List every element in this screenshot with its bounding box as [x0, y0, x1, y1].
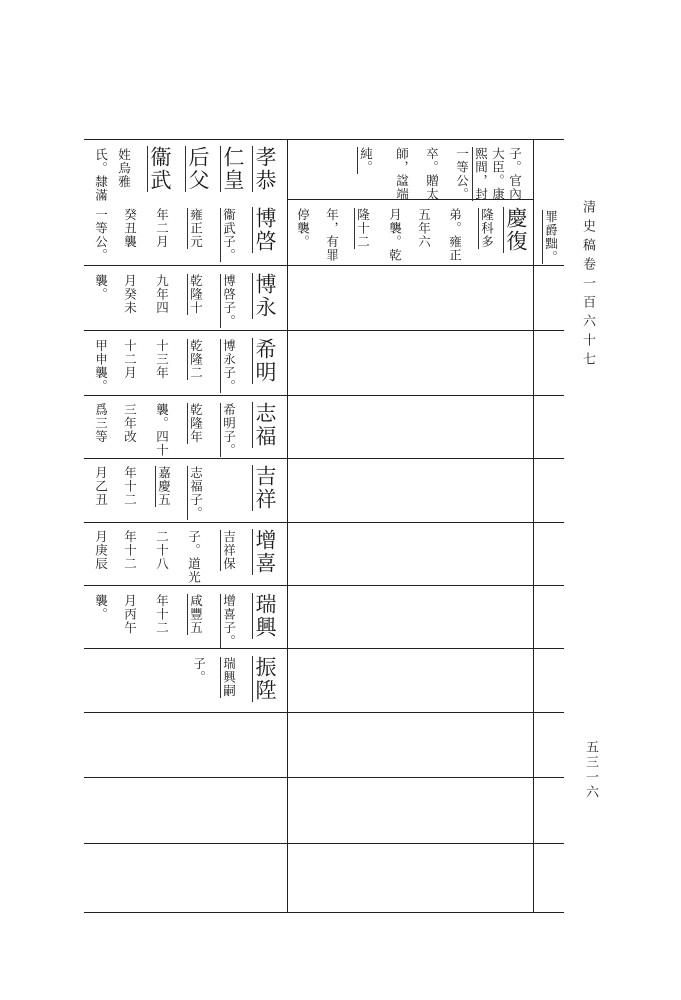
name-zhensheng: 振陞 [253, 656, 277, 702]
table-top-rule [84, 139, 564, 140]
boyong-line-2: 乾隆十 [188, 274, 204, 315]
ximing-line-4: 十二月 [122, 339, 138, 380]
name-houfu: 后父 [186, 146, 210, 192]
jixiang-line-2: 嘉慶五 [156, 466, 172, 507]
zhifu-line-5: 爲三等 [93, 403, 109, 444]
book-title: 清史稿卷一百六十七 [580, 200, 595, 371]
boyong-line-4: 月癸未 [122, 274, 138, 315]
zhifu-line-1: 希明子。 [221, 403, 237, 457]
boqi-line-3: 年二月 [154, 208, 170, 249]
ximing-line-5: 甲申襲。 [93, 339, 109, 393]
row-rule-8 [84, 648, 564, 649]
top-right-line-2: 大臣。康 [490, 147, 506, 201]
zengxi-line-3: 二十八 [154, 530, 170, 571]
boqi-line-4: 癸丑襲 [122, 208, 138, 249]
table-bottom-rule [84, 912, 564, 913]
boyong-line-5: 襲。 [93, 274, 109, 301]
zhensheng-line-2: 子。 [191, 657, 207, 684]
top-left-line-1: 姓烏雅 [116, 148, 132, 189]
ximing-line-1: 博永子。 [221, 339, 237, 393]
top-right-line-6: 師，諡端 [394, 147, 410, 201]
zengxi-line-1: 吉祥保 [221, 530, 237, 571]
name-renhuang: 仁皇 [221, 146, 245, 192]
name-zengxi: 增喜 [253, 529, 277, 575]
second-right-line-7: 停襲。 [295, 208, 311, 249]
second-right-line-1: 隆科多 [479, 208, 495, 249]
row-rule-3 [84, 330, 564, 331]
name-weiwu: 衞武 [148, 146, 172, 192]
name-ximing: 希明 [253, 338, 277, 384]
boqi-line-1: 衞武子。 [221, 208, 237, 262]
boqi-line-5: 一等公。 [93, 208, 109, 262]
row-rule-5 [84, 458, 564, 459]
top-right-line-3: 熙間，封 [473, 147, 489, 201]
title-column: 罪爵黜。 [543, 210, 559, 264]
zhifu-line-4: 三年改 [122, 403, 138, 444]
ruixing-line-1: 增喜子。 [221, 594, 237, 648]
row-rule-10 [84, 777, 564, 778]
ruixing-line-3: 年十二 [154, 594, 170, 635]
name-xiaogong: 孝恭 [253, 146, 277, 192]
second-right-line-6: 年，有罪 [324, 208, 340, 262]
zhifu-line-3: 襲。四十 [154, 403, 170, 457]
row-rule-2 [84, 265, 564, 266]
second-right-line-4: 月襲。乾 [387, 208, 403, 262]
top-left-line-2: 氏。隸滿 [93, 148, 109, 202]
boyong-line-1: 博啓子。 [221, 274, 237, 328]
ximing-line-3: 十三年 [154, 339, 170, 380]
zhifu-line-2: 乾隆年 [188, 403, 204, 444]
name-zhifu: 志福 [253, 402, 277, 448]
top-right-line-5: 卒。贈太 [424, 147, 440, 201]
table-column-rule [287, 139, 288, 912]
top-right-line-7: 純。 [358, 147, 374, 174]
row-rule-9 [84, 712, 564, 713]
zengxi-line-4: 年十二 [122, 530, 138, 571]
ruixing-line-4: 月丙午 [122, 594, 138, 635]
second-right-line-3: 五年六 [416, 208, 432, 249]
zengxi-line-5: 月庚辰 [93, 530, 109, 571]
top-right-line-1: 子。官內 [507, 147, 523, 201]
table-right-rule [533, 139, 534, 912]
top-right-line-4: 一等公。 [454, 147, 470, 201]
boqi-line-2: 雍正元 [188, 208, 204, 249]
row-rule-11 [84, 843, 564, 844]
name-boqi: 博啓 [253, 207, 277, 253]
row-rule-4 [84, 395, 564, 396]
page-number: 五三一六 [583, 740, 598, 800]
second-right-line-2: 弟。雍正 [447, 208, 463, 262]
jixiang-line-4: 月乙丑 [93, 466, 109, 507]
name-ruixing: 瑞興 [253, 593, 277, 639]
name-qingfu: 慶復 [504, 207, 528, 253]
zhensheng-line-1: 瑞興嗣 [221, 657, 237, 698]
second-right-line-5: 隆十二 [355, 208, 371, 249]
ruixing-line-5: 襲。 [93, 594, 109, 621]
row-rule-6 [84, 522, 564, 523]
jixiang-line-1: 志福子。 [188, 466, 204, 520]
ximing-line-2: 乾隆二 [188, 339, 204, 380]
boyong-line-3: 九年四 [154, 274, 170, 315]
name-boyong: 博永 [253, 273, 277, 319]
row-rule-7 [84, 585, 564, 586]
ruixing-line-2: 咸豐五 [188, 594, 204, 635]
jixiang-line-3: 年十二 [122, 466, 138, 507]
zengxi-line-2: 子。道光 [186, 530, 202, 584]
name-jixiang: 吉祥 [253, 465, 277, 511]
